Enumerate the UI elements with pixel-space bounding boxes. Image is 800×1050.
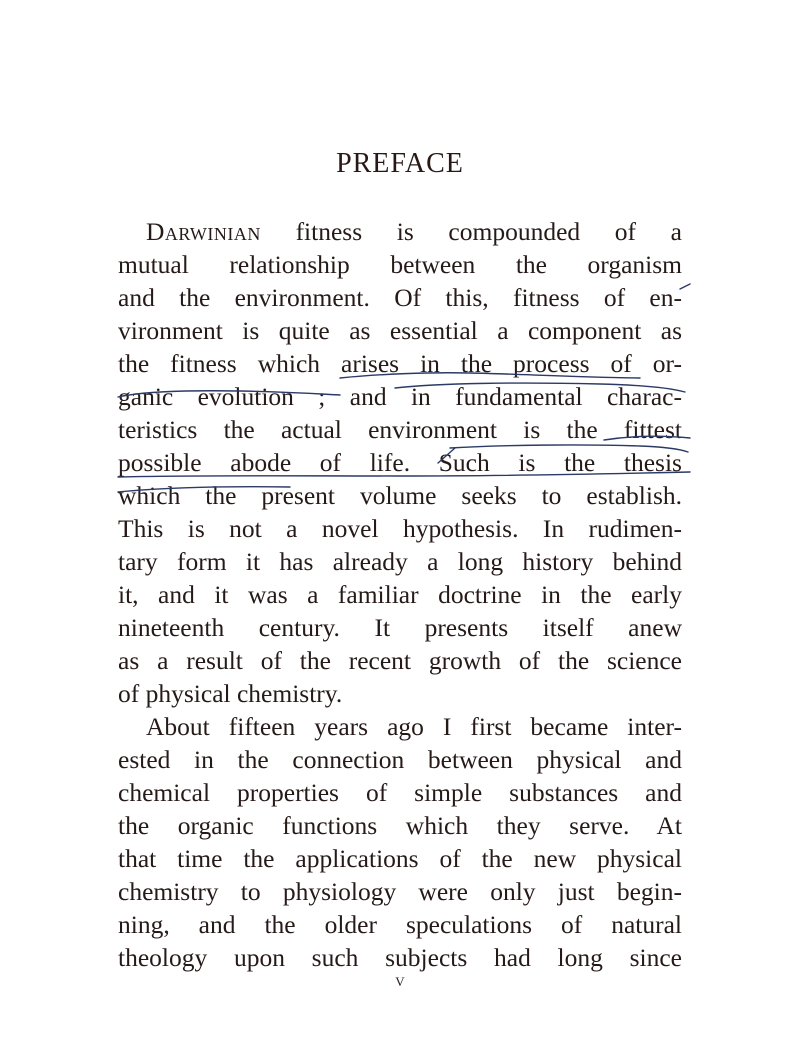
- text-line: possible abode of life. Such is the thesis: [118, 448, 682, 477]
- text-line: nineteenth century. It presents itself anew: [118, 613, 682, 642]
- page-title: PREFACE: [336, 148, 464, 179]
- text-line: the fitness which arises in the process of or-: [118, 349, 682, 378]
- text-line: as a result of the recent growth of the science: [118, 646, 682, 675]
- text-line: teristics the actual environment is the fittest: [118, 415, 682, 444]
- text-line: mutual relationship between the organism: [118, 250, 682, 279]
- text-line: that time the applications of the new physical: [118, 844, 682, 873]
- text-line: and the environment. Of this, fitness of en-: [118, 283, 682, 312]
- page-number: v: [395, 970, 405, 990]
- text-line: tary form it has already a long history behind: [118, 547, 682, 576]
- text-line: the organic functions which they serve. At: [118, 811, 682, 840]
- text-line: About fifteen years ago I first became inter-: [146, 712, 682, 741]
- text-line: it, and it was a familiar doctrine in the early: [118, 580, 682, 609]
- text-line: This is not a novel hypothesis. In rudimen-: [118, 514, 682, 543]
- text-line: theology upon such subjects had long since: [118, 943, 682, 972]
- text-line: of physical chemistry.: [118, 679, 343, 708]
- text-line: chemistry to physiology were only just begin-: [118, 877, 682, 906]
- text-line: vironment is quite as essential a component as: [118, 316, 682, 345]
- lead-word: Darwinian: [146, 217, 261, 246]
- text-line: chemical properties of simple substances and: [118, 778, 682, 807]
- text-line: [146, 215, 682, 248]
- text-line: ning, and the older speculations of natural: [118, 910, 682, 939]
- text-line: ganic evolution ; and in fundamental charac-: [118, 382, 682, 411]
- text-line: ested in the connection between physical and: [118, 745, 682, 774]
- text-line: which the present volume seeks to establish.: [118, 481, 682, 510]
- line-text: fitness is compounded of a: [295, 217, 683, 246]
